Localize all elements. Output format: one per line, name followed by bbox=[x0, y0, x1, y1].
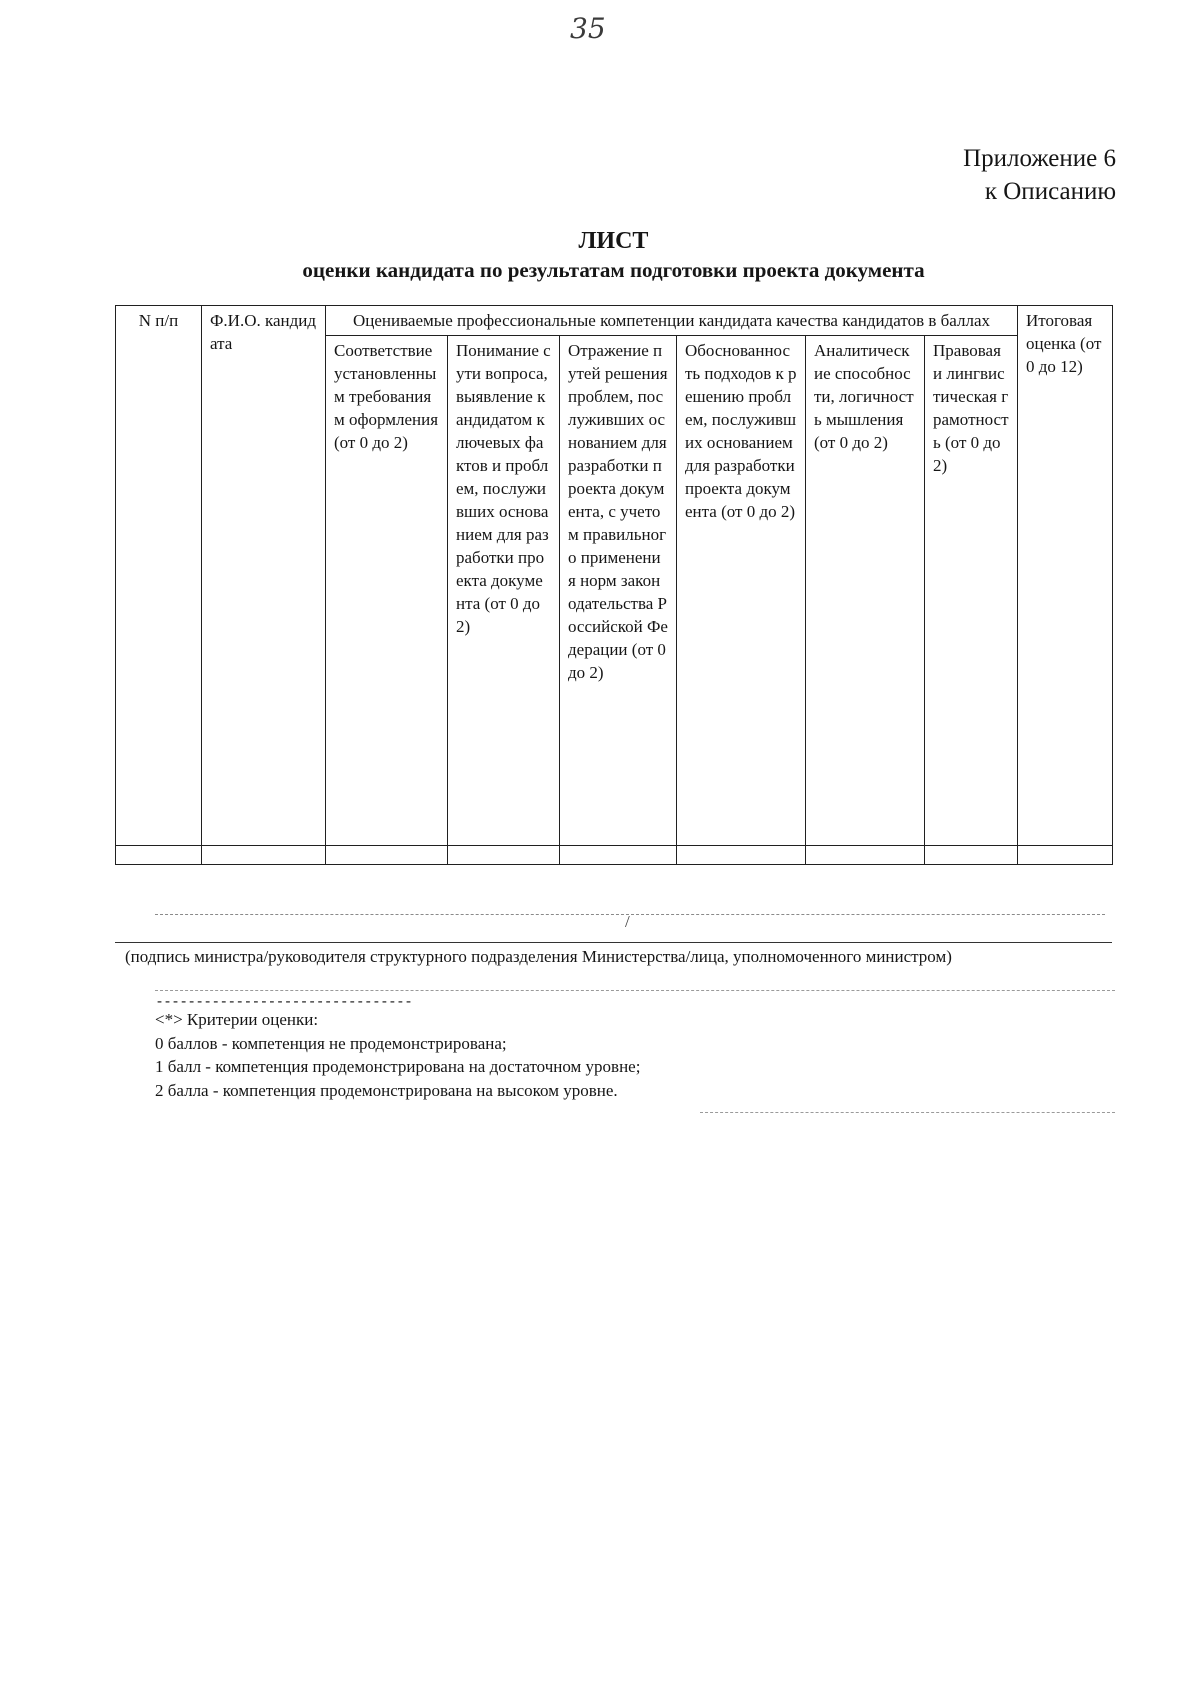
header-criterion-analytics: Аналитические способности, логичность мышления (от 0 до 2) bbox=[806, 336, 925, 846]
signature-dashed-line bbox=[155, 914, 1105, 915]
header-number: N п/п bbox=[116, 306, 202, 846]
page-number: 35 bbox=[570, 12, 606, 45]
header-criterion-justification: Обоснованность подходов к решению проблем, послуживших основанием для разработки проекта документа (от 0 до 2) bbox=[677, 336, 806, 846]
header-criterion-literacy: Правовая и лингвистическая грамотность (от 0 до 2) bbox=[925, 336, 1018, 846]
criteria-item-1: 1 балл - компетенция продемонстрирована на достаточном уровне; bbox=[155, 1057, 641, 1076]
criteria-item-2: 2 балла - компетенция продемонстрирована на высоком уровне. bbox=[155, 1080, 618, 1100]
header-competencies-group: Оцениваемые профессиональные компетенции кандидата качества кандидатов в баллах bbox=[326, 306, 1018, 336]
header-candidate-name: Ф.И.О. кандидата bbox=[202, 306, 326, 846]
header-criterion-formatting: Соответствие установленным требованиям оформления (от 0 до 2) bbox=[326, 336, 448, 846]
caption-dashed-line bbox=[155, 990, 1115, 991]
criteria-heading: <*> Критерии оценки: bbox=[155, 1010, 319, 1029]
table-row bbox=[116, 846, 1113, 865]
appendix-note bbox=[963, 142, 1116, 208]
appendix-line-2: к Описанию bbox=[984, 178, 1116, 205]
signature-line bbox=[115, 942, 1112, 943]
table-cell bbox=[326, 846, 448, 865]
criteria-item-0: 0 баллов - компетенция не продемонстрирована; bbox=[155, 1033, 507, 1053]
header-row-1 bbox=[116, 306, 1113, 336]
header-criterion-solutions: Отражение путей решения проблем, послуживших основанием для разработки проекта документа, с учетом правильного применения норм законодательства Российской Федерации (от 0 до 2) bbox=[560, 336, 677, 846]
table-cell bbox=[448, 846, 560, 865]
signature-caption: (подпись министра/руководителя структурного подразделения Министерства/лица, уполномоченного министром) bbox=[125, 947, 952, 966]
document-subtitle: оценки кандидата по результатам подготовки проекта документа bbox=[302, 258, 925, 282]
document-title: ЛИСТ bbox=[578, 228, 649, 254]
table-cell bbox=[1018, 846, 1113, 865]
signature-slash: / bbox=[625, 912, 630, 931]
table-cell bbox=[806, 846, 925, 865]
header-criterion-understanding: Понимание сути вопроса, выявление кандидатом ключевых фактов и проблем, послуживших основанием для разработки проекта документа (от 0 до 2) bbox=[448, 336, 560, 846]
table-cell bbox=[116, 846, 202, 865]
table-cell bbox=[677, 846, 806, 865]
table-cell bbox=[560, 846, 677, 865]
title-block bbox=[115, 226, 1112, 284]
criteria-footnote bbox=[155, 1008, 640, 1102]
header-total-score: Итоговая оценка (от 0 до 12) bbox=[1018, 306, 1113, 846]
criteria-dashed-line bbox=[700, 1112, 1115, 1113]
table-cell bbox=[202, 846, 326, 865]
footnote-separator: -------------------------------- bbox=[155, 992, 412, 1010]
table-cell bbox=[925, 846, 1018, 865]
evaluation-table bbox=[115, 305, 1113, 865]
appendix-line-1: Приложение 6 bbox=[963, 145, 1116, 172]
